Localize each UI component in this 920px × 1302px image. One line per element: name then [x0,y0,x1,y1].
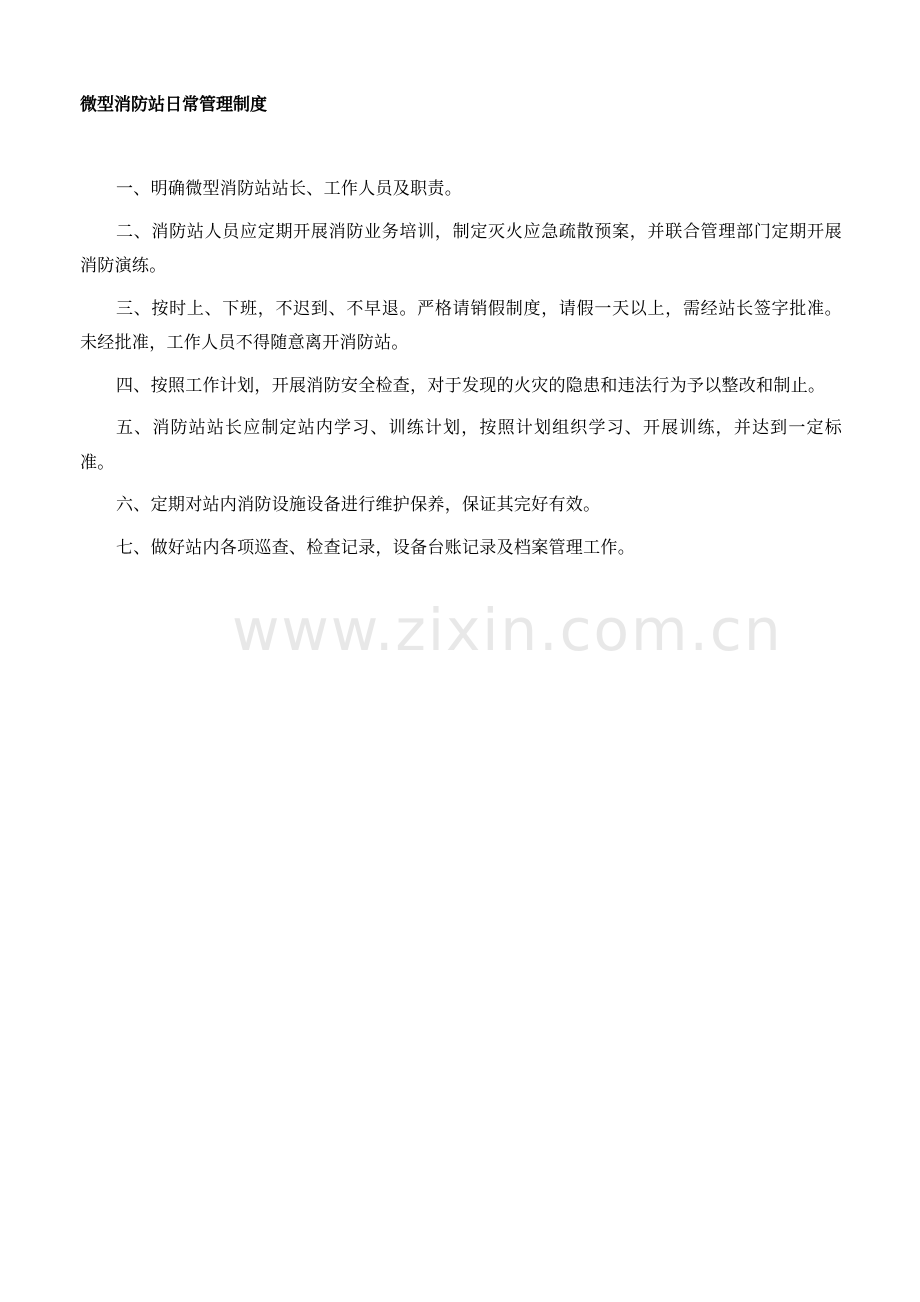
document-body [80,172,842,573]
paragraph-4: 四、按照工作计划，开展消防安全检查，对于发现的火灾的隐患和违法行为予以整改和制止。 [116,375,826,396]
document-title: 微型消防站日常管理制度 [80,95,267,115]
watermark-text: www.zixin.com.cn [232,596,783,664]
paragraph-7: 七、做好站内各项巡查、检查记录，设备台账记录及档案管理工作。 [116,537,635,558]
paragraph-5: 五、消防站站长应制定站内学习、训练计划，按照计划组织学习、开展训练，并达到一定标准。 [80,418,842,473]
paragraph-2: 二、消防站人员应定期开展消防业务培训，制定灭火应急疏散预案，并联合管理部门定期开展消防演练。 [80,221,842,276]
paragraph-6: 六、定期对站内消防设施设备进行维护保养，保证其完好有效。 [116,495,601,515]
paragraph-1: 一、明确微型消防站站长、工作人员及职责。 [116,179,462,199]
paragraph-3: 三、按时上、下班，不迟到、不早退。严格请销假制度，请假一天以上，需经站长签字批准。未经批准，工作人员不得随意离开消防站。 [80,298,842,353]
